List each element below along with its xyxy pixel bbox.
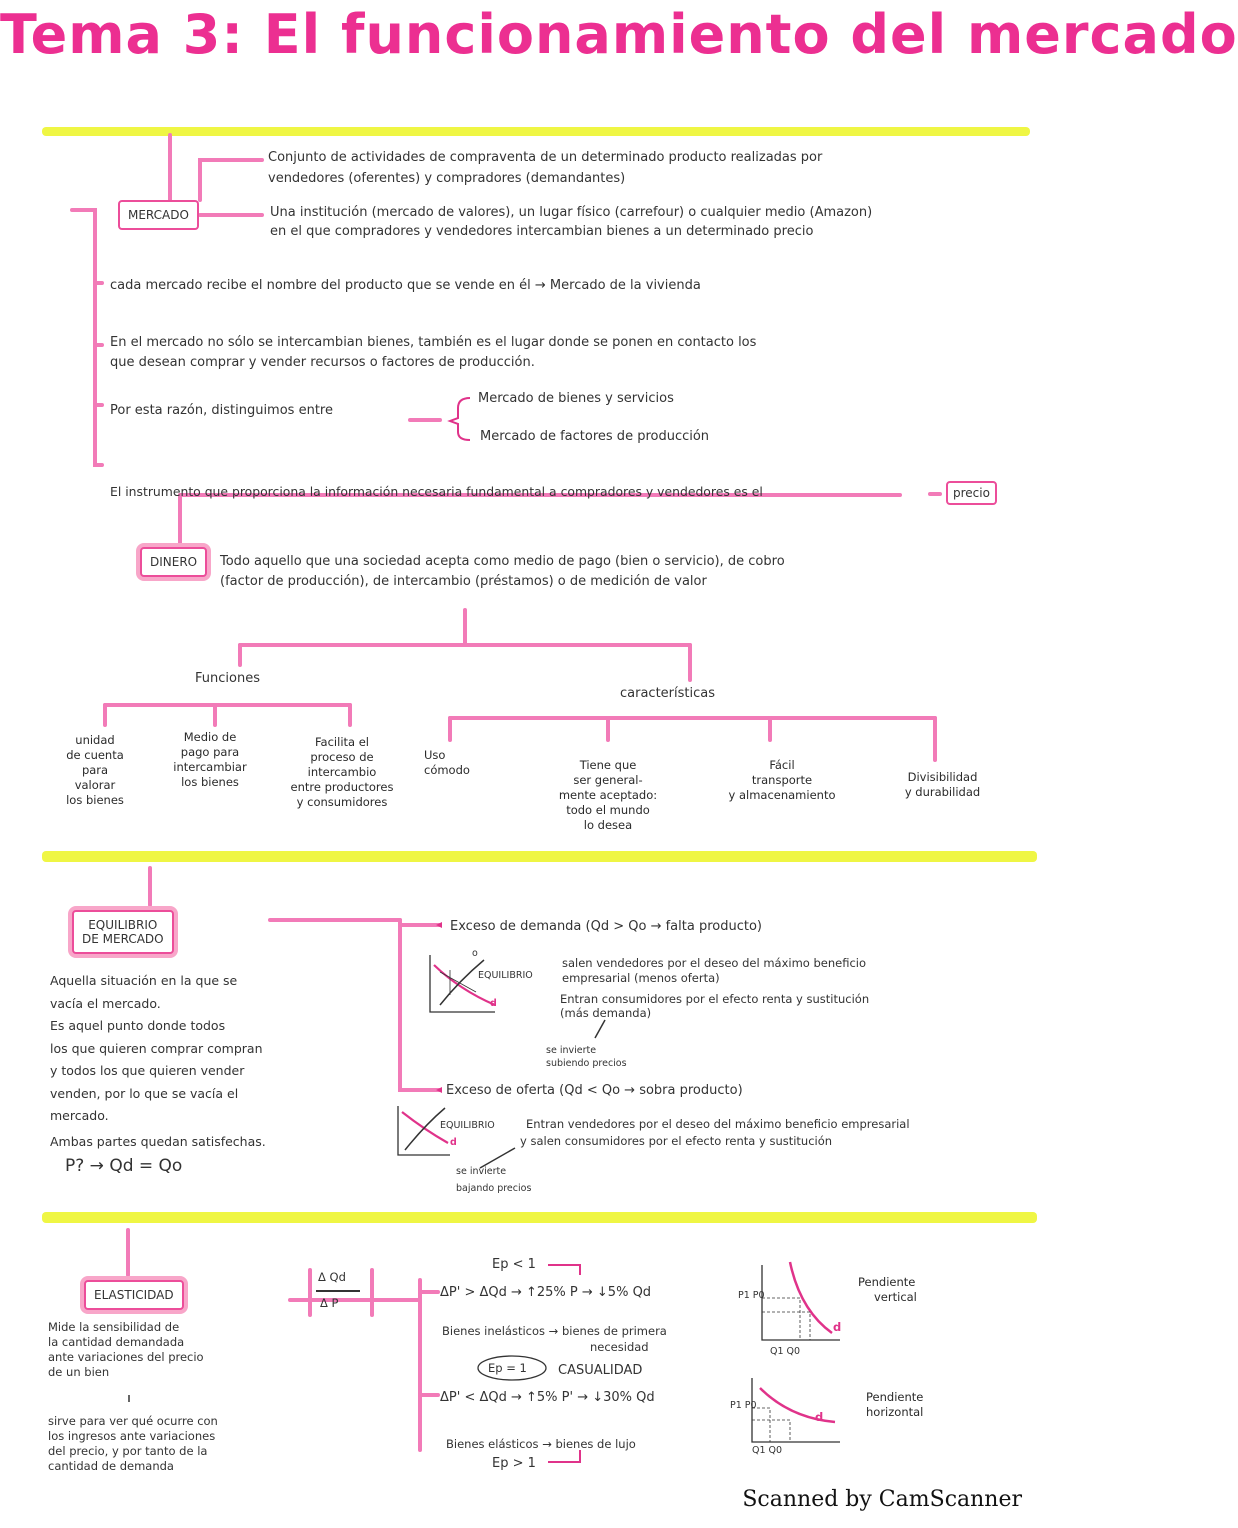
inelastica-relacion: ΔP' > ΔQd → ↑25% P → ↓5% Qd (440, 1285, 652, 1300)
text-line: EQUILIBRIO (88, 918, 158, 932)
text-line: horizontal (866, 1405, 924, 1419)
dinero-def-line2: (factor de producción), de intercambio (préstamos) o de medición de valor (220, 574, 707, 589)
text-line: venden, por lo que se vacía el (50, 1085, 239, 1101)
exceso-oferta-result1: se invierte (456, 1166, 507, 1177)
mercado-intercambio-line1: En el mercado no sólo se intercambian bienes, también es el lugar donde se ponen en contacto los (110, 335, 757, 350)
exceso-oferta-title: Exceso de oferta (Qd < Qo → sobra producto) (446, 1083, 743, 1098)
text-line: mente aceptado: (558, 788, 658, 802)
caracteristica-transporte (712, 758, 852, 803)
bienes-inelasticos-line2: necesidad (590, 1340, 649, 1354)
text-line: Medio de (183, 730, 237, 744)
graph-q-label: Q1 Q0 (770, 1346, 801, 1357)
ep-menor-uno: Ep < 1 (492, 1257, 536, 1272)
graph-label-d: d (490, 998, 497, 1009)
text-line: entre productores (290, 780, 394, 794)
text-line: la cantidad demandada (48, 1335, 185, 1349)
equilibrio-graph-demanda (430, 955, 495, 1012)
bienes-inelasticos-line1: Bienes inelásticos → bienes de primera (442, 1324, 667, 1338)
mercado-def1-line1: Conjunto de actividades de compraventa de un determinado producto realizadas por (268, 150, 823, 165)
exceso-demanda-line1: salen vendedores por el deseo del máximo beneficio (562, 956, 867, 970)
mercado-tipo-bienes: Mercado de bienes y servicios (478, 391, 674, 406)
text-line: valorar (74, 778, 116, 792)
ep-mayor-uno: Ep > 1 (492, 1456, 536, 1471)
caracteristicas-title: características (620, 686, 715, 701)
text-line: cantidad de demanda (48, 1459, 174, 1473)
text-line: proceso de (310, 750, 374, 764)
text-line: Aquella situación en la que se (50, 973, 238, 988)
graph-label-d-2: d (450, 1137, 457, 1148)
text-line: Divisibilidad (907, 770, 978, 784)
ep-igual-uno: Ep = 1 (488, 1361, 527, 1375)
text-line: transporte (751, 773, 813, 787)
text-line: Pendiente (866, 1390, 924, 1404)
text-line: Mide la sensibilidad de (48, 1320, 180, 1334)
text-line: sirve para ver qué ocurre con (48, 1414, 218, 1428)
graph-d-label-2: d (815, 1410, 824, 1424)
mercado-nombre: cada mercado recibe el nombre del producto que se vende en él → Mercado de la vivienda (110, 278, 701, 293)
caracteristica-divisibilidad (885, 770, 1000, 800)
text-line: de un bien (48, 1365, 110, 1379)
funcion-facilita-intercambio (272, 735, 412, 810)
elasticidad-box: ELASTICIDAD (84, 1280, 184, 1310)
text-line: y almacenamiento (728, 788, 836, 802)
text-line: mercado. (50, 1108, 109, 1123)
pendiente-vertical (858, 1275, 917, 1305)
text-line: intercambio (307, 765, 377, 779)
elasticidad-graph-elastica (752, 1378, 840, 1442)
text-line: Pendiente (858, 1275, 916, 1289)
elastica-relacion: ΔP' < ΔQd → ↑5% P' → ↓30% Qd (440, 1390, 655, 1405)
elasticidad-ingresos (48, 1414, 218, 1474)
text-line: los bienes (66, 793, 124, 807)
text-line: vacía el mercado. (50, 995, 161, 1011)
mercado-def2-line2: en el que compradores y vendedores intercambian bienes a un determinado precio (270, 224, 814, 239)
text-line: los que quieren comprar compran (50, 1040, 263, 1056)
equilibrio-descripcion (50, 970, 266, 1153)
text-line: Es aquel punto donde todos (50, 1018, 226, 1033)
text-line: Facilita el (315, 735, 369, 749)
funciones-title: Funciones (195, 671, 260, 686)
text-line: ser general- (573, 773, 643, 787)
text-line: y todos los que quieren vender (50, 1063, 245, 1078)
text-line: Tiene que (579, 758, 637, 772)
text-line: de cuenta (66, 748, 124, 762)
graph-p-label-2: P1 P0 (730, 1400, 757, 1411)
text-line: Ambas partes quedan satisfechas. (50, 1133, 266, 1149)
mercado-def1-line2: vendedores (oferentes) y compradores (demandantes) (268, 171, 626, 186)
elasticidad-formula-den: Δ P (320, 1296, 339, 1310)
equilibrio-formula: P? → Qd = Qo (65, 1156, 183, 1176)
mercado-def2-line1: Una institución (mercado de valores), un lugar físico (carrefour) o cualquier medio (Amazon) (270, 205, 873, 220)
exceso-demanda-line2: empresarial (menos oferta) (562, 971, 720, 985)
text-line: vertical (874, 1290, 917, 1304)
exceso-demanda-result1: se invierte (546, 1045, 597, 1056)
funcion-unidad-cuenta (40, 733, 150, 808)
caracteristica-uso-comodo (424, 748, 494, 778)
text-line: ante variaciones del precio (48, 1350, 204, 1364)
exceso-oferta-line2: y salen consumidores por el efecto renta y sustitución (520, 1134, 833, 1148)
mercado-box: MERCADO (118, 200, 199, 230)
equilibrio-box (72, 910, 174, 954)
footer-scanner: Scanned by CamScanner (742, 1487, 1022, 1512)
graph-label-equilibrio: EQUILIBRIO (478, 970, 533, 981)
dinero-def-line1: Todo aquello que una sociedad acepta como medio de pago (bien o servicio), de cobro (220, 554, 785, 569)
elasticidad-graph-inelastica (762, 1262, 840, 1340)
text-line: DE MERCADO (82, 932, 164, 946)
graph-label-equilibrio-2: EQUILIBRIO (440, 1120, 495, 1131)
text-line: los ingresos ante variaciones (48, 1429, 216, 1443)
precio-box: precio (946, 481, 997, 505)
exceso-oferta-line1: Entran vendedores por el deseo del máximo beneficio empresarial (526, 1117, 910, 1131)
dinero-box: DINERO (140, 547, 207, 577)
text-line: Uso (424, 748, 446, 762)
funcion-medio-pago (155, 730, 265, 790)
text-line: del precio, y por tanto de la (48, 1444, 208, 1458)
text-line: unidad (75, 733, 115, 747)
mercado-intercambio-line2: que desean comprar y vender recursos o factores de producción. (110, 355, 535, 370)
page-title: Tema 3: El funcionamiento del mercado (0, 3, 1238, 66)
exceso-oferta-result2: bajando precios (456, 1183, 532, 1194)
casualidad: CASUALIDAD (558, 1363, 643, 1378)
graph-q-label-2: Q1 Q0 (752, 1445, 783, 1456)
exceso-demanda-line4: (más demanda) (560, 1006, 652, 1020)
text-line: y consumidores (296, 795, 388, 809)
graph-p-label: P1 P0 (738, 1290, 765, 1301)
text-line: y durabilidad (904, 785, 981, 799)
text-line: los bienes (181, 775, 239, 789)
text-line: intercambiar (173, 760, 247, 774)
graph-label-o: o (472, 948, 478, 959)
text-line: pago para (180, 745, 240, 759)
graph-d-label: d (833, 1320, 842, 1334)
text-line: cómodo (424, 763, 470, 777)
mercado-instrumento: El instrumento que proporciona la información necesaria fundamental a compradores y vendedores es el (110, 484, 763, 499)
mercado-tipo-factores: Mercado de factores de producción (480, 429, 710, 444)
elasticidad-formula-num: Δ Qd (318, 1270, 346, 1284)
bienes-elasticos: Bienes elásticos → bienes de lujo (446, 1437, 636, 1451)
pendiente-horizontal (866, 1390, 923, 1420)
fraction-bar (316, 1290, 360, 1292)
text-line: para (81, 763, 109, 777)
exceso-demanda-result2: subiendo precios (546, 1058, 627, 1069)
text-line: todo el mundo (566, 803, 650, 817)
elasticidad-descripcion (48, 1320, 204, 1380)
exceso-demanda-title: Exceso de demanda (Qd > Qo → falta producto) (450, 919, 762, 934)
text-line: lo desea (583, 818, 633, 832)
text-line: Fácil (769, 758, 795, 772)
mercado-razon: Por esta razón, distinguimos entre (110, 403, 333, 418)
caracteristica-aceptado (548, 758, 668, 833)
exceso-demanda-line3: Entran consumidores por el efecto renta y sustitución (560, 992, 870, 1006)
